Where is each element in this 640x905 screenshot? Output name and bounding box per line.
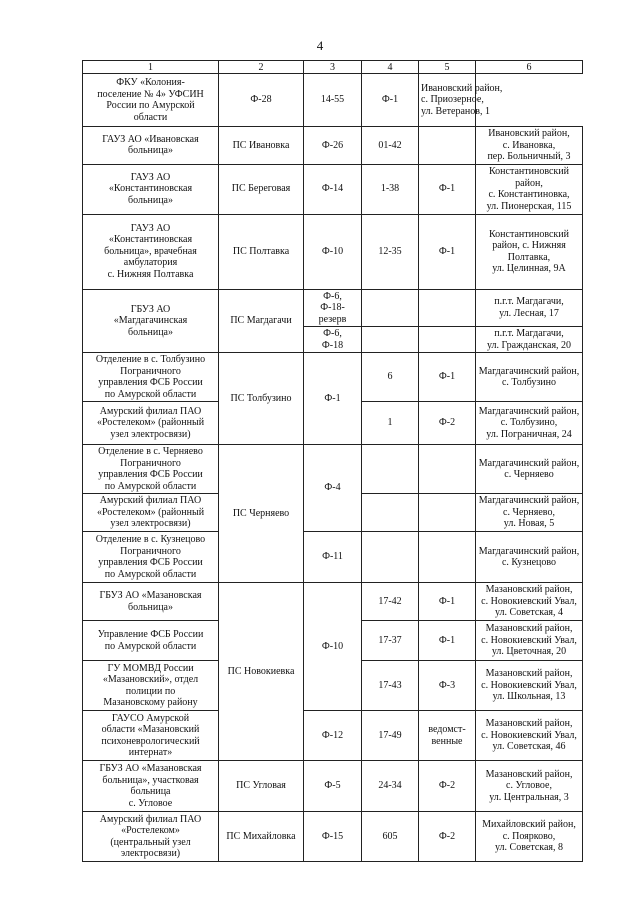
cell-line: электросвязи) [120, 848, 181, 859]
cell-line: ГАУЗ АО [130, 222, 171, 234]
organization-cell [83, 353, 219, 402]
cell-line: Пограничного [120, 457, 181, 469]
cell-line: Отделение в с. Черняево [98, 446, 203, 457]
cell-line: с. Угловое [128, 797, 173, 809]
cell-line: поселение № 4» УФСИН [97, 88, 204, 100]
cell-line: 17-37 [378, 634, 402, 646]
transformer-cell [362, 214, 419, 289]
address-cell [476, 214, 583, 289]
line-cell [419, 445, 476, 494]
cell-line: с. Новокиевский Увал, [481, 595, 577, 607]
cell-line: 01-42 [378, 139, 402, 151]
address-cell [476, 583, 583, 621]
cell-line: венные [431, 735, 463, 747]
organization-cell [83, 445, 219, 494]
feeder-cell [304, 353, 362, 445]
table-row [83, 214, 583, 289]
cell-line: Мазановский район, [485, 584, 573, 596]
cell-line: 14-55 [320, 94, 345, 106]
cell-line: ведомст- [428, 724, 466, 735]
cell-line: Амурский филиал ПАО [99, 813, 202, 825]
cell-line: Ивановский район, [488, 128, 570, 139]
line-cell [419, 532, 476, 583]
substation-cell [219, 445, 304, 583]
substation-cell [219, 353, 304, 445]
cell-line: Ф-1 [438, 634, 456, 646]
organization-cell [83, 761, 219, 812]
cell-line: (центральный узел [110, 836, 191, 848]
cell-line: ГУ МОМВД России [107, 662, 194, 674]
transformer-cell [362, 532, 419, 583]
cell-line: 605 [382, 830, 398, 842]
cell-line: области «Мазановский [101, 724, 200, 735]
column-header: 1 [83, 61, 219, 74]
cell-line: ФКУ «Колония- [116, 77, 185, 88]
cell-line: ул. Школьная, 13 [492, 691, 566, 703]
cell-line: с. Кузнецово [501, 557, 557, 568]
table-row [83, 289, 583, 327]
address-cell [476, 402, 583, 445]
feeder-cell [304, 532, 362, 583]
cell-line: ПС Береговая [231, 183, 291, 195]
cell-line: Ф-1 [438, 245, 456, 257]
substation-cell [219, 127, 304, 165]
table-row [83, 353, 583, 402]
cell-line: узел электросвязи) [110, 518, 191, 530]
table-row [83, 445, 583, 494]
cell-line: с. Угловое, [506, 780, 552, 792]
cell-line: Ф-18 [321, 339, 344, 351]
cell-line: ул. Советская, 46 [492, 741, 566, 753]
cell-line: с. Новокиевский Увал, [481, 729, 577, 741]
line-cell [362, 74, 419, 127]
cell-line: по Амурской области [104, 480, 197, 492]
cell-line: 17-49 [378, 729, 402, 741]
cell-line: ПС Толбузино [230, 392, 292, 404]
table-row [83, 532, 583, 583]
address-cell [476, 445, 583, 494]
cell-line: с. Толбузино, [500, 417, 558, 429]
feeder-cell [304, 289, 362, 327]
cell-line: с. Приозерное, [421, 94, 484, 106]
cell-line: Ф-1 [438, 371, 456, 383]
cell-line: ул. Пограничная, 24 [486, 428, 572, 440]
cell-line: район, [515, 177, 543, 189]
cell-line: ул. Пионерская, 115 [486, 200, 572, 212]
organization-cell [83, 621, 219, 661]
cell-line: с. Ивановка, [502, 139, 556, 151]
feeder-cell [304, 761, 362, 812]
cell-line: области [133, 111, 168, 123]
organization-cell [83, 583, 219, 621]
organization-cell [83, 164, 219, 214]
cell-line: интернат» [128, 747, 173, 758]
cell-line: психоневрологический [101, 735, 200, 747]
cell-line: «Ростелеком» (районный [96, 417, 205, 429]
cell-line: «Константиновская [108, 183, 193, 195]
cell-line: «Мазановский», отдел [102, 674, 199, 685]
organization-cell [83, 74, 219, 127]
cell-line: Амурский филиал ПАО [99, 405, 202, 417]
substation-cell [219, 289, 304, 353]
cell-line: ул. Ветеранов, 1 [421, 105, 490, 117]
cell-line: больница», врачебная [104, 245, 197, 257]
table-row [83, 127, 583, 165]
column-header: 3 [304, 61, 362, 74]
table-row [83, 711, 583, 761]
cell-line: резерв [318, 313, 347, 325]
cell-line: 1 [387, 417, 393, 429]
cell-line: Мазановский район, [485, 623, 573, 635]
cell-line: ул. Советская, 8 [495, 842, 563, 854]
transformer-cell [362, 127, 419, 165]
cell-line: по Амурской области [104, 568, 197, 580]
transformer-cell [304, 74, 362, 127]
cell-line: ул. Новая, 5 [503, 518, 555, 530]
cell-line: ПС Угловая [236, 780, 286, 792]
line-cell [419, 661, 476, 711]
address-cell [476, 164, 583, 214]
cell-line: Ф-26 [321, 139, 344, 151]
cell-line: с. Черняево [504, 469, 554, 480]
cell-line: Ф-15 [321, 830, 344, 842]
cell-line: Ивановский район, [421, 82, 503, 94]
line-cell [419, 583, 476, 621]
substation-cell [219, 164, 304, 214]
feeder-cell [304, 214, 362, 289]
column-header: 6 [476, 61, 583, 74]
line-cell [419, 214, 476, 289]
cell-line: район, с. Нижняя [492, 240, 566, 251]
line-cell [419, 289, 476, 327]
cell-line: Ф-1 [324, 392, 341, 404]
cell-line: ГАУСО Амурской [111, 712, 190, 724]
feeder-cell [304, 445, 362, 532]
transformer-cell [362, 327, 419, 353]
address-cell [476, 621, 583, 661]
cell-line: ПС Полтавка [232, 245, 290, 257]
cell-line: п.г.т. Магдагачи, [494, 296, 564, 308]
transformer-cell [362, 402, 419, 445]
cell-line: Ф-4 [324, 482, 341, 494]
address-cell [476, 661, 583, 711]
cell-line: Пограничного [120, 365, 181, 377]
transformer-cell [362, 761, 419, 812]
cell-line: ул. Гражданская, 20 [486, 339, 572, 351]
transformer-cell [362, 711, 419, 761]
cell-line: Ф-2 [438, 780, 456, 792]
cell-line: Магдагачинский район, [478, 495, 580, 507]
cell-line: ГАУЗ АО «Ивановская [102, 133, 199, 145]
line-cell [419, 402, 476, 445]
cell-line: Ф-5 [324, 780, 341, 792]
cell-line: «Ростелеком» [121, 825, 180, 836]
cell-line: 12-35 [378, 245, 402, 257]
cell-line: 17-43 [378, 679, 402, 691]
line-cell [419, 353, 476, 402]
cell-line: ГБУЗ АО «Мазановская [99, 590, 202, 601]
cell-line: ул. Целинная, 9А [492, 263, 566, 274]
cell-line: Магдагачинский район, [478, 365, 580, 377]
cell-line: «Константиновская [108, 234, 193, 246]
column-header: 4 [362, 61, 419, 74]
cell-line: Ф-1 [381, 94, 399, 106]
organization-cell [83, 812, 219, 862]
cell-line: управления ФСБ России [98, 469, 203, 480]
address-cell [476, 494, 583, 532]
cell-line: Ф-18- [320, 302, 345, 313]
cell-line: Михайловский район, [482, 819, 576, 831]
organization-cell [83, 127, 219, 165]
transformer-cell [362, 583, 419, 621]
transformer-cell [362, 164, 419, 214]
cell-line: с. Новокиевский Увал, [481, 679, 577, 691]
address-cell [476, 812, 583, 862]
cell-line: ул. Лесная, 17 [499, 307, 559, 319]
cell-line: больница» [128, 194, 173, 206]
line-cell [419, 494, 476, 532]
cell-line: Мазановский район, [485, 668, 573, 680]
cell-line: Магдагачинский район, [478, 405, 580, 417]
transformer-cell [362, 661, 419, 711]
column-header: 2 [219, 61, 304, 74]
table-row [83, 74, 583, 127]
cell-line: Ф-6, [323, 290, 342, 302]
cell-line: управления ФСБ России [98, 377, 203, 388]
cell-line: ГБУЗ АО [130, 303, 171, 315]
cell-line: ГАУЗ АО [130, 171, 171, 183]
cell-line: по Амурской области [104, 388, 197, 400]
cell-line: Ф-1 [438, 595, 456, 607]
table-row [83, 164, 583, 214]
feeder-cell [304, 583, 362, 711]
cell-line: больница» [128, 326, 173, 338]
cell-line: Ф-28 [250, 94, 272, 106]
cell-line: Ф-10 [321, 245, 344, 257]
substation-table [82, 60, 583, 862]
cell-line: узел электросвязи) [110, 428, 191, 440]
line-cell [419, 327, 476, 353]
cell-line: Ф-1 [438, 183, 456, 195]
cell-line: ул. Цветочная, 20 [491, 646, 567, 658]
cell-line: Управление ФСБ России [97, 629, 204, 640]
cell-line: Ф-6, [323, 328, 342, 339]
cell-line: полиции по [125, 685, 176, 697]
cell-line: по Амурской области [104, 640, 197, 652]
cell-line: больница [130, 786, 171, 797]
cell-line: «Магдагачинская [113, 315, 188, 326]
cell-line: п.г.т. Магдагачи, [494, 328, 564, 339]
cell-line: Мазановский район, [485, 718, 573, 730]
cell-line: ПС Ивановка [232, 139, 290, 151]
cell-line: Константиновский [489, 166, 569, 177]
cell-line: ПС Новокиевка [227, 665, 295, 677]
cell-line: больница», участковая [102, 774, 199, 786]
cell-line: с. Новокиевский Увал, [481, 634, 577, 646]
cell-line: ул. Центральная, 3 [489, 791, 569, 803]
transformer-cell [362, 621, 419, 661]
cell-line: Полтавка, [507, 251, 551, 263]
cell-line: ГБУЗ АО «Мазановская [99, 763, 202, 774]
line-cell [419, 127, 476, 165]
substation-cell [219, 812, 304, 862]
cell-line: больница» [128, 601, 173, 613]
cell-line: Мазановскому району [103, 697, 198, 708]
cell-line: Ф-11 [322, 551, 343, 563]
page-number: 4 [316, 38, 324, 53]
substation-cell [219, 214, 304, 289]
line-cell [419, 711, 476, 761]
cell-line: ПС Михайловка [226, 830, 296, 842]
cell-line: Константиновский [489, 228, 569, 240]
cell-line: с. Толбузино [501, 377, 556, 388]
feeder-cell [304, 127, 362, 165]
cell-line: Амурский филиал ПАО [99, 495, 202, 507]
feeder-cell [219, 74, 304, 127]
cell-line: Ф-12 [321, 729, 344, 741]
address-cell [476, 327, 583, 353]
transformer-cell [362, 353, 419, 402]
transformer-cell [362, 289, 419, 327]
organization-cell [83, 214, 219, 289]
cell-line: 17-42 [378, 595, 402, 607]
header-row [83, 61, 583, 74]
substation-cell [219, 761, 304, 812]
address-cell [419, 74, 503, 127]
cell-line: Ф-3 [438, 679, 456, 691]
organization-cell [83, 532, 219, 583]
organization-cell [83, 711, 219, 761]
transformer-cell [362, 494, 419, 532]
cell-line: Отделение в с. Толбузино [95, 354, 206, 365]
cell-line: ПС Магдагачи [230, 315, 292, 326]
cell-line: Мазановский район, [485, 768, 573, 780]
feeder-cell [304, 164, 362, 214]
cell-line: Магдагачинский район, [478, 457, 580, 469]
cell-line: Ф-2 [438, 830, 456, 842]
transformer-cell [362, 445, 419, 494]
address-cell [476, 289, 583, 327]
cell-line: Магдагачинский район, [478, 545, 580, 557]
cell-line: 6 [387, 371, 393, 383]
cell-line: России по Амурской [106, 100, 195, 111]
cell-line: ПС Черняево [232, 507, 290, 519]
cell-line: пер. Больничный, 3 [487, 151, 571, 162]
cell-line: управления ФСБ России [98, 557, 203, 568]
cell-line: с. Нижняя Полтавка [107, 268, 194, 280]
feeder-cell [304, 812, 362, 862]
address-cell [476, 127, 583, 165]
address-cell [476, 532, 583, 583]
feeder-cell [304, 711, 362, 761]
cell-line: 1-38 [380, 183, 400, 195]
substation-cell [219, 583, 304, 761]
cell-line: Пограничного [120, 545, 181, 557]
table-row [83, 583, 583, 621]
line-cell [419, 164, 476, 214]
cell-line: Ф-14 [321, 183, 344, 195]
feeder-cell [304, 327, 362, 353]
line-cell [419, 812, 476, 862]
line-cell [419, 761, 476, 812]
cell-line: Ф-2 [438, 417, 456, 429]
cell-line: «Ростелеком» (районный [96, 506, 205, 518]
column-header: 5 [419, 61, 476, 74]
cell-line: с. Константиновка, [488, 189, 570, 200]
table-row [83, 812, 583, 862]
organization-cell [83, 289, 219, 353]
address-cell [476, 711, 583, 761]
cell-line: ул. Советская, 4 [495, 607, 563, 619]
cell-line: амбулатория [123, 257, 178, 269]
cell-line: Ф-10 [321, 640, 344, 652]
organization-cell [83, 402, 219, 445]
organization-cell [83, 494, 219, 532]
address-cell [476, 353, 583, 402]
cell-line: с. Поярково, [502, 830, 556, 842]
table-row [83, 761, 583, 812]
cell-line: 24-34 [378, 780, 402, 792]
cell-line: больница» [128, 145, 173, 157]
cell-line: Отделение в с. Кузнецово [95, 534, 206, 545]
address-cell [476, 761, 583, 812]
line-cell [419, 621, 476, 661]
cell-line: с. Черняево, [503, 506, 555, 518]
organization-cell [83, 661, 219, 711]
transformer-cell [362, 812, 419, 862]
